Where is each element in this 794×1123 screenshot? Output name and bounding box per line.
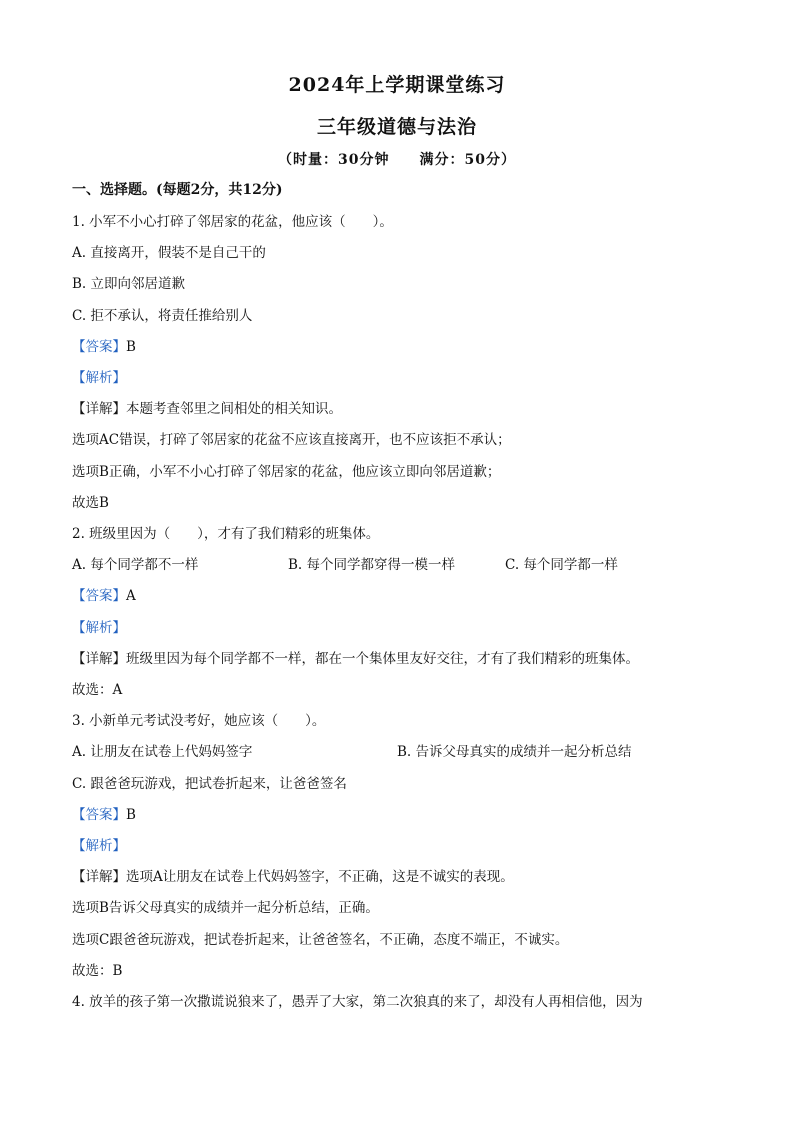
q2-stem: 2. 班级里因为（ ），才有了我们精彩的班集体。 (72, 526, 380, 542)
answer-value: B (126, 807, 136, 823)
q2-analysis-tag: 【解析】 (72, 620, 126, 636)
q3-option-a: A. 让朋友在试卷上代妈妈签字 (72, 744, 253, 760)
detail-tag: 【详解】 (72, 869, 126, 885)
detail-tag: 【详解】 (72, 401, 126, 417)
q2-option-a: A. 每个同学都不一样 (72, 557, 199, 573)
q1-stem: 1. 小军不小心打碎了邻居家的花盆，他应该（ ）。 (72, 214, 393, 230)
q2-option-c: C. 每个同学都一样 (505, 557, 618, 573)
detail-text: 选项A让朋友在试卷上代妈妈签字，不正确，这是不诚实的表现。 (126, 869, 514, 885)
q1-explanation-1: 选项AC错误，打碎了邻居家的花盆不应该直接离开，也不应该拒不承认； (72, 432, 511, 448)
q3-stem: 3. 小新单元考试没考好，她应该（ ）。 (72, 713, 326, 729)
q4-stem: 4. 放羊的孩子第一次撒谎说狼来了，愚弄了大家，第二次狼真的来了，却没有人再相信他，因为 (72, 994, 643, 1010)
q1-explanation-2: 选项B正确，小军不小心打碎了邻居家的花盆，他应该立即向邻居道歉； (72, 464, 501, 480)
answer-tag: 【答案】 (72, 588, 126, 604)
exam-subtitle: 三年级道德与法治 (316, 116, 477, 138)
q3-explanation-1: 选项B告诉父母真实的成绩并一起分析总结，正确。 (72, 900, 379, 916)
score-label: 满分：50分） (419, 152, 516, 168)
q2-detail (72, 649, 639, 669)
answer-value: B (126, 339, 136, 355)
time-label: （时量：30分钟 (278, 152, 390, 168)
q3-explanation-2: 选项C跟爸爸玩游戏，把试卷折起来，让爸爸签名，不正确，态度不端正，不诚实。 (72, 932, 569, 948)
answer-tag: 【答案】 (72, 807, 126, 823)
exam-title: 2024年上学期课堂练习 (288, 74, 506, 96)
q3-detail (72, 867, 514, 887)
answer-value: A (126, 588, 136, 604)
q2-option-b: B. 每个同学都穿得一模一样 (288, 557, 456, 573)
exam-info (0, 149, 794, 169)
detail-text: 班级里因为每个同学都不一样，都在一个集体里友好交往，才有了我们精彩的班集体。 (126, 651, 639, 667)
q3-option-b: B. 告诉父母真实的成绩并一起分析总结 (397, 744, 632, 760)
q1-detail (72, 399, 342, 419)
q1-analysis-tag: 【解析】 (72, 370, 126, 386)
q2-answer (72, 586, 136, 606)
q3-analysis-tag: 【解析】 (72, 838, 126, 854)
q1-option-a: A. 直接离开，假装不是自己干的 (72, 245, 266, 261)
q1-option-b: B. 立即向邻居道歉 (72, 276, 186, 292)
answer-tag: 【答案】 (72, 339, 126, 355)
q1-answer (72, 337, 136, 357)
detail-text: 本题考查邻里之间相处的相关知识。 (126, 401, 342, 417)
q1-conclusion: 故选B (72, 495, 109, 511)
q3-conclusion: 故选：B (72, 963, 123, 979)
q3-answer (72, 805, 136, 825)
detail-tag: 【详解】 (72, 651, 126, 667)
q2-conclusion: 故选：A (72, 682, 123, 698)
q3-option-c: C. 跟爸爸玩游戏，把试卷折起来，让爸爸签名 (72, 776, 347, 792)
q1-option-c: C. 拒不承认，将责任推给别人 (72, 308, 253, 324)
section-heading: 一、选择题。(每题2分，共12分) (72, 182, 283, 198)
